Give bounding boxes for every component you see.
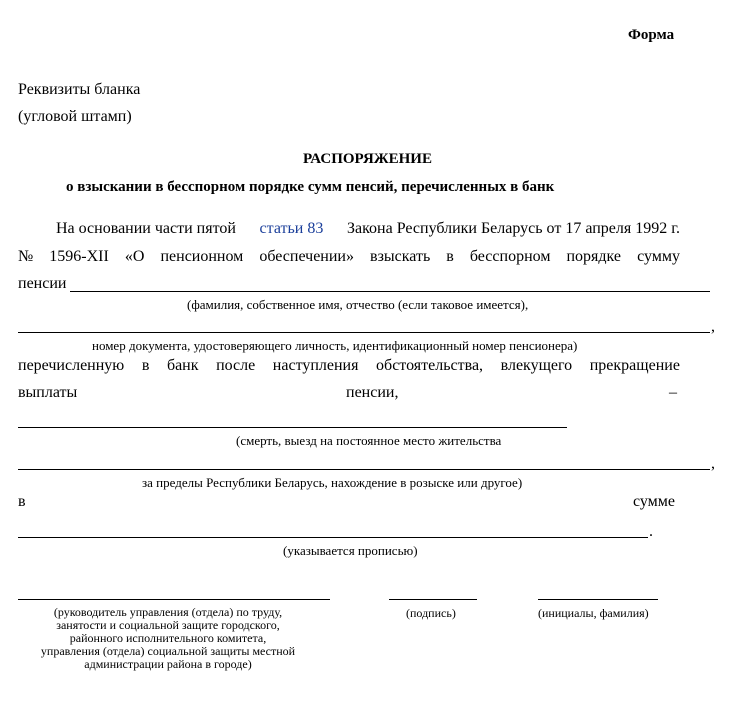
abroad-caption: за пределы Республики Беларусь, нахождение в розыске или другое) [142, 475, 523, 490]
document-caption: номер документа, удостоверяющего личность, идентификационный номер пенсионера) [92, 338, 578, 353]
document-title: РАСПОРЯЖЕНИЕ [303, 151, 432, 167]
paragraph-line-2-word: в [446, 248, 454, 265]
head-position-caption [18, 606, 378, 671]
paragraph-line-2 [18, 248, 680, 266]
abroad-blank-line [18, 469, 710, 470]
paragraph-line-2-word: бесспорном [469, 248, 551, 265]
paragraph-line-1 [56, 220, 680, 238]
initials-caption: (инициалы, фамилия) [538, 606, 649, 620]
initials-line [538, 599, 658, 600]
head-caption-line: (руководитель управления (отдела) по труду, [53, 605, 283, 619]
paragraph-line-2-word: обеспечении» [259, 248, 354, 265]
pension-word: пенсии, [346, 384, 399, 401]
circumstance-blank-line [18, 427, 567, 428]
paragraph-suffix: Закона Республики Беларусь от 17 апреля 1992 г. [346, 220, 680, 237]
comma-2: , [711, 455, 715, 472]
document-blank-line [18, 332, 710, 333]
in-words-caption: (указывается прописью) [283, 543, 418, 558]
fio-blank-line [70, 291, 710, 292]
signature-line [389, 599, 477, 600]
transferred-line-word: наступления [272, 357, 359, 374]
paragraph-prefix: На основании части пятой [56, 220, 236, 237]
pension-label: пенсии [18, 275, 67, 292]
head-caption-line: администрации района в городе) [84, 657, 252, 671]
document-subtitle: о взыскании в бесспорном порядке сумм пенсий, перечисленных в банк [66, 179, 555, 195]
paragraph-line-2-word: пенсионном [160, 248, 244, 265]
head-caption-line: управления (отдела) социальной защиты местной [40, 644, 296, 658]
fio-caption: (фамилия, собственное имя, отчество (если таковое имеется), [187, 297, 529, 312]
paragraph-line-2-word: взыскать [370, 248, 431, 265]
corner-stamp-label: (угловой штамп) [18, 108, 132, 125]
period: . [649, 523, 653, 540]
transferred-line-word: перечисленную [18, 357, 125, 374]
transferred-line-word: прекращение [589, 357, 680, 374]
transferred-line-word: после [216, 357, 256, 374]
in-label: в [18, 493, 26, 510]
paragraph-line-2-word: сумму [637, 248, 680, 265]
transferred-line-word: в [141, 357, 150, 374]
sum-blank-line [18, 537, 648, 538]
paragraph-line-2-word: № [18, 248, 34, 265]
dash: – [669, 384, 677, 401]
payment-label: выплаты [18, 384, 78, 401]
head-caption-line: районного исполнительного комитета, [69, 631, 267, 645]
paragraph-line-2-word: «О [124, 248, 145, 265]
paragraph-line-2-word: порядке [566, 248, 622, 265]
transferred-line-word: влекущего [500, 357, 573, 374]
paragraph-line-2-word: 1596-XII [49, 248, 109, 265]
head-signature-line [18, 599, 330, 600]
article-83-link[interactable]: статьи 83 [259, 220, 324, 237]
transferred-line-word: обстоятельства, [376, 357, 484, 374]
circumstance-caption: (смерть, выезд на постоянное место жительства [236, 433, 502, 448]
transferred-line [18, 357, 680, 375]
transferred-line-word: банк [166, 357, 199, 374]
blank-requisites-label: Реквизиты бланка [18, 81, 141, 98]
comma-1: , [711, 318, 715, 335]
signature-caption: (подпись) [406, 606, 456, 620]
sum-label: сумме [633, 493, 676, 510]
head-caption-line: занятости и социальной защите городского, [56, 618, 280, 632]
form-label: Форма [628, 27, 675, 43]
